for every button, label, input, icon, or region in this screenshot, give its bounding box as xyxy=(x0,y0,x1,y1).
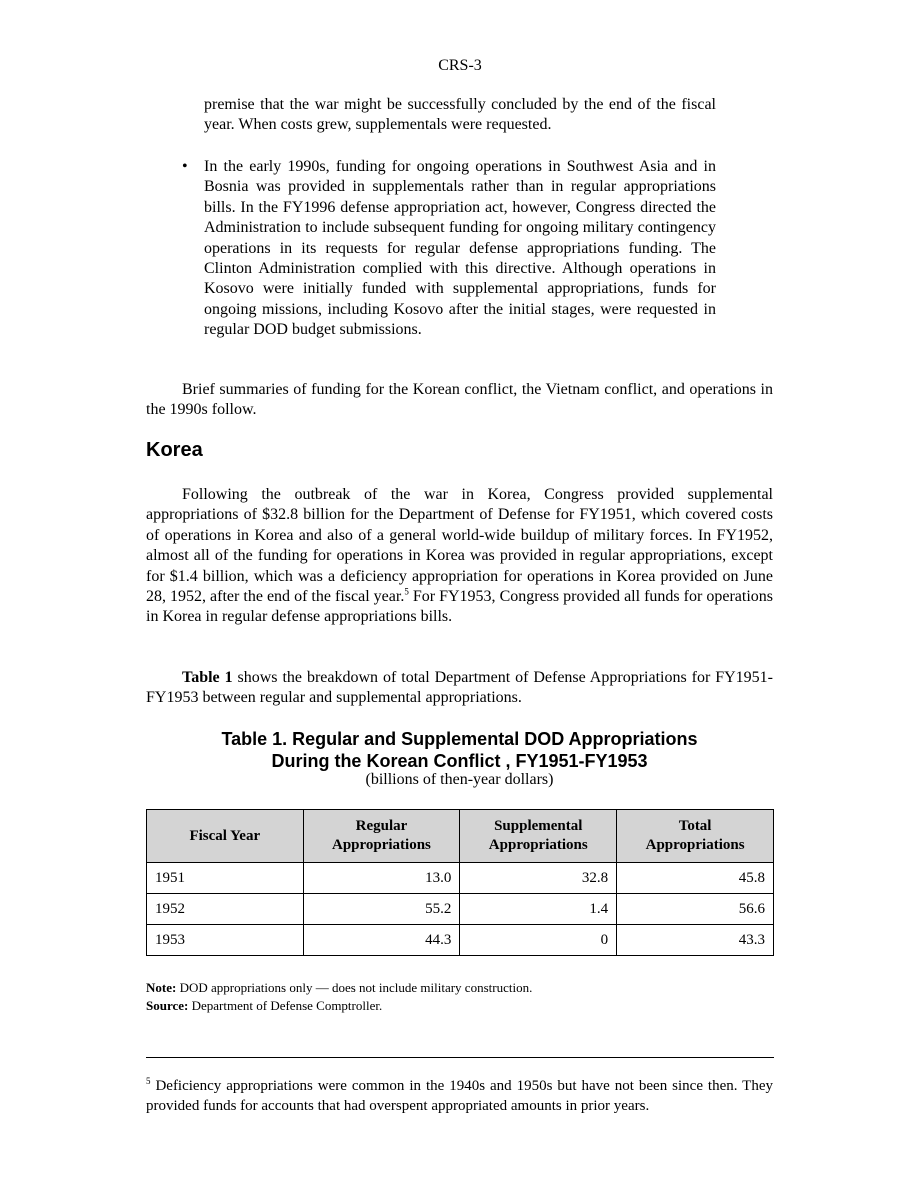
table-header-row xyxy=(147,810,774,863)
table-ref: Table 1 xyxy=(182,669,233,686)
cell-year: 1951 xyxy=(147,863,304,894)
korea-text-before: Following the outbreak of the war in Korea, Congress provided supplemental appropriations of $32.8 billion for the Department of Defense for FY1951, which covered costs of operations in Korea and also of a general world-wide buildup of military forces. In FY1952, almost all of the funding for operations in Korea was provided in regular appropriations, except for $1.4 billion, which was a deficiency appropriation for operations in Korea provided on June 28, 1952, after the end of the fiscal year. xyxy=(146,486,773,606)
table-intro-text: shows the breakdown of total Department of Defense Appropriations for FY1951-FY1953 between regular and supplemental appropriations. xyxy=(146,669,773,707)
cell-supplemental: 1.4 xyxy=(460,894,617,925)
cell-regular: 44.3 xyxy=(303,925,460,956)
table-notes xyxy=(146,979,532,1015)
table-row xyxy=(147,925,774,956)
bullet-icon: • xyxy=(182,158,188,175)
source-text: Department of Defense Comptroller. xyxy=(188,998,383,1013)
table-note xyxy=(146,979,532,997)
table-intro-paragraph xyxy=(146,668,773,709)
header-supplemental xyxy=(460,810,617,863)
cell-regular: 55.2 xyxy=(303,894,460,925)
continued-paragraph: premise that the war might be successfully concluded by the end of the fiscal year. When costs grew, supplementals were requested. xyxy=(204,96,716,134)
cell-supplemental: 32.8 xyxy=(460,863,617,894)
bullet-item xyxy=(182,157,716,341)
korea-text-after: For FY1953, Congress provided all funds for operations in Korea in regular defense appropriations bills. xyxy=(146,588,773,626)
header-supplemental-line2: Appropriations xyxy=(488,837,588,853)
korea-paragraph xyxy=(146,485,773,628)
header-total-line2: Appropriations xyxy=(645,837,745,853)
header-regular xyxy=(303,810,460,863)
footnote-number: 5 xyxy=(146,1076,151,1086)
header-total-line1: Total xyxy=(678,818,712,834)
cell-total: 56.6 xyxy=(617,894,774,925)
note-text: DOD appropriations only — does not include military construction. xyxy=(176,980,533,995)
header-fiscal-year: Fiscal Year xyxy=(147,810,304,863)
table-title xyxy=(146,728,773,772)
appropriations-table xyxy=(146,809,774,956)
table-row xyxy=(147,863,774,894)
cell-year: 1953 xyxy=(147,925,304,956)
page-header: CRS-3 xyxy=(438,57,482,74)
footnote-text: Deficiency appropriations were common in the 1940s and 1950s but have not been since then. They provided funds for accounts that had overspent appropriated amounts in prior years. xyxy=(146,1078,773,1114)
cell-total: 45.8 xyxy=(617,863,774,894)
header-supplemental-line1: Supplemental xyxy=(494,818,583,834)
table-subtitle: (billions of then-year dollars) xyxy=(365,771,554,788)
cell-year: 1952 xyxy=(147,894,304,925)
cell-supplemental: 0 xyxy=(460,925,617,956)
source-label: Source: xyxy=(146,998,189,1013)
table-title-line1: Table 1. Regular and Supplemental DOD Appropriations xyxy=(221,729,698,749)
header-regular-line2: Appropriations xyxy=(331,837,431,853)
cell-total: 43.3 xyxy=(617,925,774,956)
table-row xyxy=(147,894,774,925)
cell-regular: 13.0 xyxy=(303,863,460,894)
header-total xyxy=(617,810,774,863)
summary-paragraph: Brief summaries of funding for the Korean conflict, the Vietnam conflict, and operations in the 1990s follow. xyxy=(146,381,773,419)
note-label: Note: xyxy=(146,980,177,995)
footnote xyxy=(146,1076,773,1116)
table-title-line2: During the Korean Conflict , FY1951-FY1953 xyxy=(271,751,648,771)
footnote-divider xyxy=(146,1057,774,1058)
footnote-ref: 5 xyxy=(404,586,409,597)
section-heading-korea: Korea xyxy=(146,439,203,461)
header-regular-line1: Regular xyxy=(355,818,408,834)
bullet-text: In the early 1990s, funding for ongoing operations in Southwest Asia and in Bosnia was provided in supplementals rather than in regular appropriations bills. In the FY1996 defense appropriation act, however, Congress directed the Administration to include subsequent funding for ongoing military contingency operations in its requests for regular defense appropriations funding. The Clinton Administration complied with this directive. Although operations in Kosovo were initially funded with supplemental appropriations, funds for ongoing missions, including Kosovo after the initial stages, were requested in regular DOD budget submissions. xyxy=(204,158,716,339)
table-source xyxy=(146,997,532,1015)
